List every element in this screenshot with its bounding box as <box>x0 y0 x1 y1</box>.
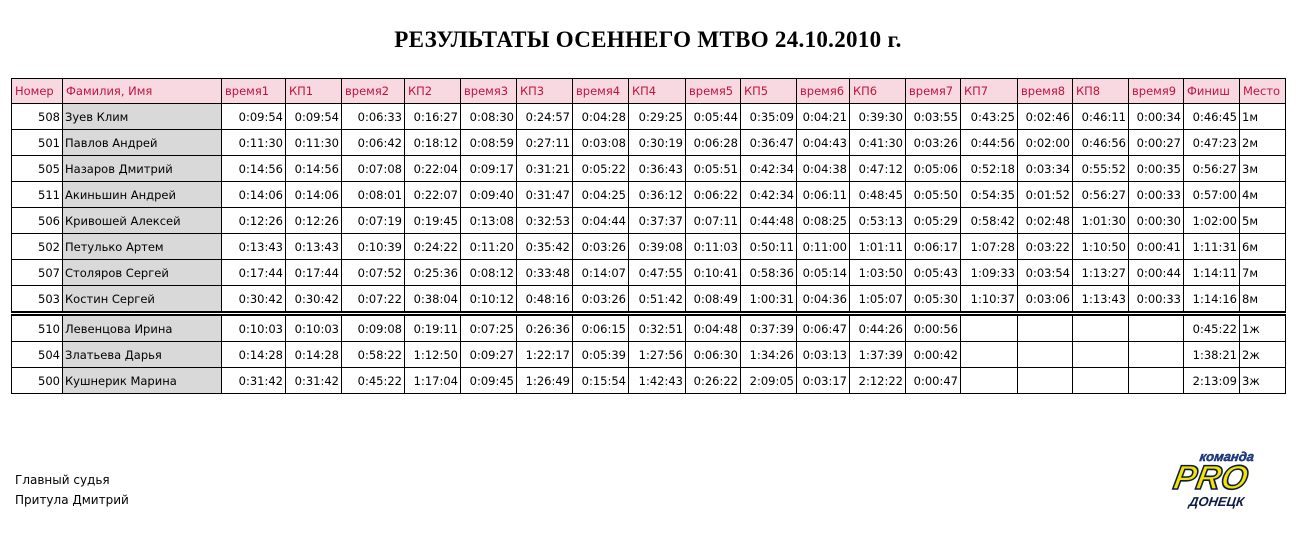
cell-time: 0:07:52 <box>342 260 405 286</box>
cell-place: 7м <box>1240 260 1286 286</box>
results-table <box>11 78 1286 394</box>
cell-time: 0:32:51 <box>629 314 686 342</box>
cell-time: 0:14:56 <box>286 156 342 182</box>
table-row <box>12 260 1286 286</box>
table-row <box>12 208 1286 234</box>
cell-name: Павлов Андрей <box>63 130 222 156</box>
cell-time: 0:12:26 <box>222 208 286 234</box>
cell-time: 0:04:25 <box>573 182 629 208</box>
team-pro-logo <box>1158 449 1278 511</box>
cell-time: 0:44:26 <box>850 314 906 342</box>
svg-text:ДОНЕЦК: ДОНЕЦК <box>1188 494 1246 509</box>
column-header: КП3 <box>517 79 573 104</box>
cell-time: 0:14:06 <box>222 182 286 208</box>
cell-time: 1:10:50 <box>1073 234 1129 260</box>
cell-time: 0:56:27 <box>1184 156 1240 182</box>
cell-time: 0:37:37 <box>629 208 686 234</box>
table-row <box>12 104 1286 130</box>
table-row <box>12 182 1286 208</box>
cell-time: 0:16:27 <box>405 104 461 130</box>
cell-time: 0:03:08 <box>573 130 629 156</box>
cell-time: 0:06:33 <box>342 104 405 130</box>
cell-number: 504 <box>12 342 63 368</box>
judge-block <box>15 470 129 510</box>
cell-time: 0:03:55 <box>906 104 961 130</box>
cell-time: 0:10:12 <box>461 286 517 314</box>
cell-time: 1:05:07 <box>850 286 906 314</box>
cell-time <box>1129 314 1184 342</box>
cell-number: 505 <box>12 156 63 182</box>
cell-time: 1:07:28 <box>961 234 1018 260</box>
cell-time: 0:07:25 <box>461 314 517 342</box>
cell-time: 0:50:11 <box>741 234 797 260</box>
cell-time: 0:33:48 <box>517 260 573 286</box>
cell-time: 0:41:30 <box>850 130 906 156</box>
cell-time: 0:06:28 <box>686 130 741 156</box>
cell-number: 502 <box>12 234 63 260</box>
column-header: КП2 <box>405 79 461 104</box>
cell-place: 2ж <box>1240 342 1286 368</box>
cell-time: 0:14:28 <box>222 342 286 368</box>
table-row <box>12 314 1286 342</box>
cell-time <box>1129 342 1184 368</box>
cell-time: 2:13:09 <box>1184 368 1240 394</box>
cell-place: 3ж <box>1240 368 1286 394</box>
column-header: Фамилия, Имя <box>63 79 222 104</box>
cell-time: 0:26:36 <box>517 314 573 342</box>
cell-time: 0:08:25 <box>797 208 850 234</box>
cell-place: 1м <box>1240 104 1286 130</box>
column-header: время3 <box>461 79 517 104</box>
cell-time: 0:00:34 <box>1129 104 1184 130</box>
column-header: время7 <box>906 79 961 104</box>
cell-time: 0:46:45 <box>1184 104 1240 130</box>
cell-time: 0:00:33 <box>1129 182 1184 208</box>
cell-time: 0:06:30 <box>686 342 741 368</box>
cell-time: 0:08:30 <box>461 104 517 130</box>
cell-time: 0:13:08 <box>461 208 517 234</box>
cell-name: Назаров Дмитрий <box>63 156 222 182</box>
column-header: КП8 <box>1073 79 1129 104</box>
cell-time: 0:06:47 <box>797 314 850 342</box>
table-row <box>12 368 1286 394</box>
cell-time: 0:08:49 <box>686 286 741 314</box>
cell-time: 0:31:21 <box>517 156 573 182</box>
cell-time: 0:14:06 <box>286 182 342 208</box>
cell-time: 0:52:18 <box>961 156 1018 182</box>
table-row <box>12 156 1286 182</box>
cell-time: 0:11:20 <box>461 234 517 260</box>
cell-time: 0:03:13 <box>797 342 850 368</box>
cell-place: 3м <box>1240 156 1286 182</box>
cell-time: 0:00:47 <box>906 368 961 394</box>
cell-time: 0:05:43 <box>906 260 961 286</box>
cell-time: 2:12:22 <box>850 368 906 394</box>
cell-name: Костин Сергей <box>63 286 222 314</box>
cell-time: 0:11:00 <box>797 234 850 260</box>
cell-time: 0:03:26 <box>906 130 961 156</box>
cell-time: 0:00:30 <box>1129 208 1184 234</box>
cell-time: 0:29:25 <box>629 104 686 130</box>
cell-place: 8м <box>1240 286 1286 314</box>
cell-time: 1:13:27 <box>1073 260 1129 286</box>
cell-time: 0:02:00 <box>1018 130 1073 156</box>
cell-time: 0:22:04 <box>405 156 461 182</box>
cell-time: 0:09:08 <box>342 314 405 342</box>
cell-time: 0:05:14 <box>797 260 850 286</box>
cell-time: 0:06:42 <box>342 130 405 156</box>
cell-time: 0:07:22 <box>342 286 405 314</box>
column-header: время2 <box>342 79 405 104</box>
cell-time: 0:35:42 <box>517 234 573 260</box>
cell-time: 0:19:45 <box>405 208 461 234</box>
cell-time: 1:14:11 <box>1184 260 1240 286</box>
cell-time <box>961 368 1018 394</box>
cell-time: 0:08:01 <box>342 182 405 208</box>
cell-time: 0:54:35 <box>961 182 1018 208</box>
cell-time <box>1073 314 1129 342</box>
cell-time: 0:05:22 <box>573 156 629 182</box>
cell-time: 0:06:22 <box>686 182 741 208</box>
column-header: время4 <box>573 79 629 104</box>
cell-time: 0:57:00 <box>1184 182 1240 208</box>
cell-time <box>961 342 1018 368</box>
cell-time: 0:11:30 <box>222 130 286 156</box>
cell-time: 1:42:43 <box>629 368 686 394</box>
column-header: КП6 <box>850 79 906 104</box>
cell-time: 0:35:09 <box>741 104 797 130</box>
cell-time: 0:06:15 <box>573 314 629 342</box>
cell-time: 0:25:36 <box>405 260 461 286</box>
cell-time: 1:11:31 <box>1184 234 1240 260</box>
cell-time: 1:09:33 <box>961 260 1018 286</box>
cell-time: 0:43:25 <box>961 104 1018 130</box>
cell-time: 0:00:35 <box>1129 156 1184 182</box>
column-header: Номер <box>12 79 63 104</box>
column-header: время5 <box>686 79 741 104</box>
cell-time: 0:31:42 <box>286 368 342 394</box>
cell-time: 0:36:12 <box>629 182 686 208</box>
cell-time: 0:55:52 <box>1073 156 1129 182</box>
cell-number: 511 <box>12 182 63 208</box>
cell-time: 0:48:16 <box>517 286 573 314</box>
column-header: КП7 <box>961 79 1018 104</box>
table-row <box>12 234 1286 260</box>
cell-time: 0:02:48 <box>1018 208 1073 234</box>
cell-name: Златьева Дарья <box>63 342 222 368</box>
cell-time: 0:00:41 <box>1129 234 1184 260</box>
cell-time: 0:07:19 <box>342 208 405 234</box>
cell-time: 1:27:56 <box>629 342 686 368</box>
cell-time: 0:22:07 <box>405 182 461 208</box>
cell-time <box>1018 368 1073 394</box>
cell-time: 0:19:11 <box>405 314 461 342</box>
cell-time: 0:10:03 <box>222 314 286 342</box>
cell-time: 0:00:27 <box>1129 130 1184 156</box>
cell-time: 0:36:43 <box>629 156 686 182</box>
cell-time: 0:10:41 <box>686 260 741 286</box>
cell-time: 1:01:30 <box>1073 208 1129 234</box>
column-header: КП4 <box>629 79 686 104</box>
column-header: время8 <box>1018 79 1073 104</box>
cell-time: 0:00:44 <box>1129 260 1184 286</box>
cell-name: Зуев Клим <box>63 104 222 130</box>
cell-time: 0:30:42 <box>286 286 342 314</box>
column-header: время9 <box>1129 79 1184 104</box>
cell-time: 1:02:00 <box>1184 208 1240 234</box>
cell-time: 0:31:47 <box>517 182 573 208</box>
cell-time: 0:05:30 <box>906 286 961 314</box>
cell-time: 0:13:43 <box>286 234 342 260</box>
cell-time: 0:09:27 <box>461 342 517 368</box>
cell-place: 1ж <box>1240 314 1286 342</box>
cell-time: 2:09:05 <box>741 368 797 394</box>
cell-time: 0:05:50 <box>906 182 961 208</box>
cell-time: 0:24:57 <box>517 104 573 130</box>
cell-time: 0:03:34 <box>1018 156 1073 182</box>
cell-number: 503 <box>12 286 63 314</box>
cell-time: 0:47:12 <box>850 156 906 182</box>
cell-time: 0:58:42 <box>961 208 1018 234</box>
cell-name: Кривошей Алексей <box>63 208 222 234</box>
cell-time: 0:18:12 <box>405 130 461 156</box>
cell-time: 0:56:27 <box>1073 182 1129 208</box>
cell-time <box>1018 342 1073 368</box>
cell-time: 0:05:06 <box>906 156 961 182</box>
cell-time: 0:53:13 <box>850 208 906 234</box>
cell-time <box>1018 314 1073 342</box>
cell-time: 0:04:36 <box>797 286 850 314</box>
cell-time <box>1073 342 1129 368</box>
cell-time: 0:03:26 <box>573 286 629 314</box>
cell-time: 0:05:51 <box>686 156 741 182</box>
cell-time: 1:13:43 <box>1073 286 1129 314</box>
cell-time: 0:03:54 <box>1018 260 1073 286</box>
cell-time: 1:38:21 <box>1184 342 1240 368</box>
cell-time: 0:06:17 <box>906 234 961 260</box>
cell-time: 1:14:16 <box>1184 286 1240 314</box>
cell-time: 0:00:33 <box>1129 286 1184 314</box>
table-row <box>12 286 1286 314</box>
cell-time: 1:37:39 <box>850 342 906 368</box>
table-header-row <box>12 79 1286 104</box>
cell-time: 0:08:12 <box>461 260 517 286</box>
cell-time: 0:04:48 <box>686 314 741 342</box>
judge-title: Главный судья <box>15 473 110 487</box>
cell-time: 0:10:39 <box>342 234 405 260</box>
cell-time: 0:58:36 <box>741 260 797 286</box>
svg-text:PRO: PRO <box>1170 459 1252 497</box>
cell-time: 0:04:28 <box>573 104 629 130</box>
table-row <box>12 342 1286 368</box>
cell-time: 0:06:11 <box>797 182 850 208</box>
cell-time: 0:03:26 <box>573 234 629 260</box>
cell-time: 0:42:34 <box>741 156 797 182</box>
cell-time: 0:12:26 <box>286 208 342 234</box>
cell-time: 0:03:22 <box>1018 234 1073 260</box>
cell-time: 0:44:56 <box>961 130 1018 156</box>
cell-time: 0:09:40 <box>461 182 517 208</box>
cell-time: 0:48:45 <box>850 182 906 208</box>
cell-time: 0:24:22 <box>405 234 461 260</box>
cell-place: 5м <box>1240 208 1286 234</box>
cell-time: 0:32:53 <box>517 208 573 234</box>
cell-time: 0:05:29 <box>906 208 961 234</box>
cell-time: 0:09:17 <box>461 156 517 182</box>
cell-name: Столяров Сергей <box>63 260 222 286</box>
judge-name: Притула Дмитрий <box>15 493 129 507</box>
cell-number: 501 <box>12 130 63 156</box>
cell-time: 0:14:56 <box>222 156 286 182</box>
cell-time: 0:31:42 <box>222 368 286 394</box>
cell-time: 0:46:11 <box>1073 104 1129 130</box>
cell-time: 1:34:26 <box>741 342 797 368</box>
cell-time: 1:17:04 <box>405 368 461 394</box>
cell-time: 0:45:22 <box>1184 314 1240 342</box>
cell-time: 1:12:50 <box>405 342 461 368</box>
column-header: время6 <box>797 79 850 104</box>
cell-time: 1:10:37 <box>961 286 1018 314</box>
cell-time: 0:10:03 <box>286 314 342 342</box>
cell-time <box>1073 368 1129 394</box>
cell-time: 0:11:30 <box>286 130 342 156</box>
cell-time: 0:04:44 <box>573 208 629 234</box>
cell-number: 507 <box>12 260 63 286</box>
cell-time: 0:30:42 <box>222 286 286 314</box>
cell-place: 6м <box>1240 234 1286 260</box>
cell-time: 0:07:08 <box>342 156 405 182</box>
cell-place: 2м <box>1240 130 1286 156</box>
cell-place: 4м <box>1240 182 1286 208</box>
page-title: РЕЗУЛЬТАТЫ ОСЕННЕГО МТВО 24.10.2010 г. <box>394 27 902 52</box>
cell-number: 506 <box>12 208 63 234</box>
cell-time: 1:03:50 <box>850 260 906 286</box>
table-row <box>12 130 1286 156</box>
cell-name: Кушнерик Марина <box>63 368 222 394</box>
column-header: Место <box>1240 79 1286 104</box>
cell-time: 0:45:22 <box>342 368 405 394</box>
cell-time: 0:42:34 <box>741 182 797 208</box>
cell-time: 0:07:11 <box>686 208 741 234</box>
cell-time: 0:09:54 <box>286 104 342 130</box>
cell-time: 0:38:04 <box>405 286 461 314</box>
cell-time: 0:03:17 <box>797 368 850 394</box>
cell-time: 0:37:39 <box>741 314 797 342</box>
cell-time: 0:46:56 <box>1073 130 1129 156</box>
cell-time: 0:14:07 <box>573 260 629 286</box>
cell-time: 0:05:44 <box>686 104 741 130</box>
cell-time: 0:09:45 <box>461 368 517 394</box>
cell-time: 0:58:22 <box>342 342 405 368</box>
column-header: Финиш <box>1184 79 1240 104</box>
cell-number: 500 <box>12 368 63 394</box>
column-header: КП1 <box>286 79 342 104</box>
column-header: КП5 <box>741 79 797 104</box>
cell-time: 1:01:11 <box>850 234 906 260</box>
cell-time: 0:30:19 <box>629 130 686 156</box>
cell-time <box>961 314 1018 342</box>
column-header: время1 <box>222 79 286 104</box>
cell-time: 0:47:23 <box>1184 130 1240 156</box>
cell-time: 0:08:59 <box>461 130 517 156</box>
cell-number: 508 <box>12 104 63 130</box>
svg-text:команда: команда <box>1198 449 1256 464</box>
cell-time: 0:11:03 <box>686 234 741 260</box>
cell-time: 0:04:21 <box>797 104 850 130</box>
cell-time: 0:03:06 <box>1018 286 1073 314</box>
cell-time: 1:00:31 <box>741 286 797 314</box>
cell-name: Акиньшин Андрей <box>63 182 222 208</box>
cell-time: 0:05:39 <box>573 342 629 368</box>
cell-time: 0:17:44 <box>286 260 342 286</box>
cell-time: 0:04:43 <box>797 130 850 156</box>
cell-time: 0:04:38 <box>797 156 850 182</box>
cell-name: Петулько Артем <box>63 234 222 260</box>
cell-time: 1:26:49 <box>517 368 573 394</box>
cell-time: 0:13:43 <box>222 234 286 260</box>
cell-time: 0:09:54 <box>222 104 286 130</box>
cell-time <box>1129 368 1184 394</box>
cell-time: 0:26:22 <box>686 368 741 394</box>
cell-time: 0:00:56 <box>906 314 961 342</box>
cell-time: 0:17:44 <box>222 260 286 286</box>
cell-time: 0:39:08 <box>629 234 686 260</box>
cell-time: 0:27:11 <box>517 130 573 156</box>
cell-time: 0:44:48 <box>741 208 797 234</box>
cell-time: 0:36:47 <box>741 130 797 156</box>
cell-time: 0:00:42 <box>906 342 961 368</box>
cell-time: 1:22:17 <box>517 342 573 368</box>
cell-time: 0:01:52 <box>1018 182 1073 208</box>
cell-number: 510 <box>12 314 63 342</box>
cell-name: Левенцова Ирина <box>63 314 222 342</box>
cell-time: 0:39:30 <box>850 104 906 130</box>
cell-time: 0:14:28 <box>286 342 342 368</box>
cell-time: 0:51:42 <box>629 286 686 314</box>
cell-time: 0:47:55 <box>629 260 686 286</box>
cell-time: 0:15:54 <box>573 368 629 394</box>
cell-time: 0:02:46 <box>1018 104 1073 130</box>
